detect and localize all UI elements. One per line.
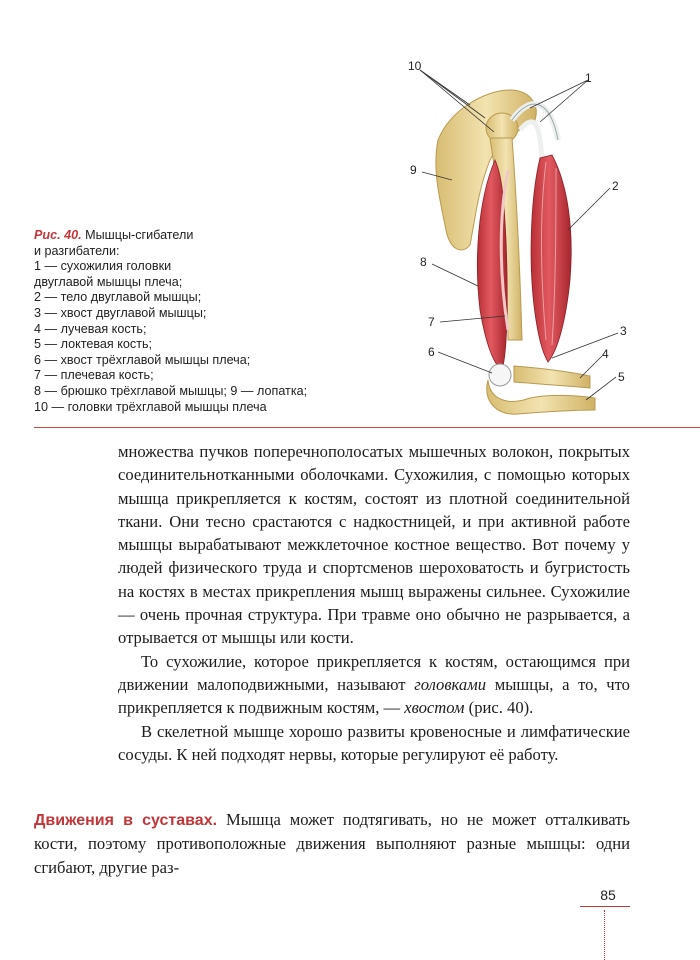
arm-muscles-figure — [390, 50, 700, 425]
page-edge-dots — [604, 910, 605, 960]
figure-label-1: 1 — [585, 71, 592, 85]
body-text — [118, 440, 630, 766]
figure-label-4: 4 — [602, 347, 609, 361]
section-title: Движения в суставах. — [34, 812, 218, 829]
paragraph-3: В скелетной мышце хорошо развиты кровеносные и лимфатические сосуды. К ней подходят нервы, которые регулируют её работу. — [118, 721, 630, 764]
figure-label-2: 2 — [612, 179, 619, 193]
radius-bone — [514, 366, 590, 388]
section-text: Мышца может подтягивать, но не может отталкивать кости, поэтому противоположные движения выполняют разные мышцы: одни сгибают, другие раз- — [34, 810, 630, 877]
paragraph-2-part-a: То сухожилие, которое прикрепляется к костям, остающимся при движении малоподвижными, называют — [118, 651, 630, 694]
biceps-muscle — [531, 155, 571, 362]
paragraph-2-part-c: (рис. 40). — [468, 698, 534, 718]
page-number-underline — [580, 906, 630, 907]
figure-label-10: 10 — [408, 59, 422, 73]
term-tail: хвостом — [404, 698, 465, 718]
page-number: 85 — [600, 887, 616, 903]
figure-label-3: 3 — [620, 324, 627, 338]
caption-line: 6 — хвост трёхглавой мышцы плеча; — [34, 352, 251, 367]
caption-line: 1 — сухожилия головки — [34, 259, 172, 274]
figure-label-6: 6 — [428, 345, 435, 359]
figure-title: Рис. 40. — [34, 228, 82, 242]
caption-line: 8 — брюшко трёхглавой мышцы; 9 — лопатка; — [34, 383, 308, 398]
caption-divider — [34, 427, 700, 428]
figure-label-7: 7 — [428, 315, 435, 329]
caption-line: 4 — лучевая кость; — [34, 321, 147, 336]
arm-muscles-illustration — [390, 50, 700, 425]
figure-label-8: 8 — [420, 255, 427, 269]
figure-subtitle: Мышцы-сгибатели — [85, 228, 194, 242]
caption-line: 5 — локтевая кость; — [34, 337, 153, 352]
caption-line: 2 — тело двуглавой мышцы; — [34, 290, 202, 305]
term-heads: головками — [414, 674, 487, 694]
paragraph-1: множества пучков поперечнополосатых мышечных волокон, покрытых соединительнотканными оболочками. Сухожилия, с помощью которых мышца прикрепляется к костям, состоят из плотной соединительной ткани. Они тесно срастаются с надкостницей, и при активной работе мышцы вырабатывают межклеточное костное вещество. Вот почему у людей физического труда и спортсменов шероховатость и бугристость на костях в местах прикрепления мышц выражены сильнее. Сухожилие — очень прочная структура. При травме оно обычно не разрывается, а отрывается от мышцы или кости. — [118, 442, 630, 648]
caption-line: и разгибатели: — [34, 243, 120, 258]
paragraph-2 — [118, 650, 630, 720]
caption-line: 10 — головки трёхглавой мышцы плеча — [34, 399, 267, 414]
section-joint-movements — [34, 808, 630, 879]
caption-line: 3 — хвост двуглавой мышцы; — [34, 305, 207, 320]
figure-label-9: 9 — [410, 163, 417, 177]
paragraph-2-part-b: мышцы, а то, что прикрепляется к подвижным костям, — — [118, 674, 630, 718]
caption-line: двуглавой мышцы плеча; — [34, 274, 183, 289]
figure-label-5: 5 — [618, 370, 625, 384]
caption-line: 7 — плечевая кость; — [34, 368, 154, 383]
figure-caption — [34, 228, 384, 415]
